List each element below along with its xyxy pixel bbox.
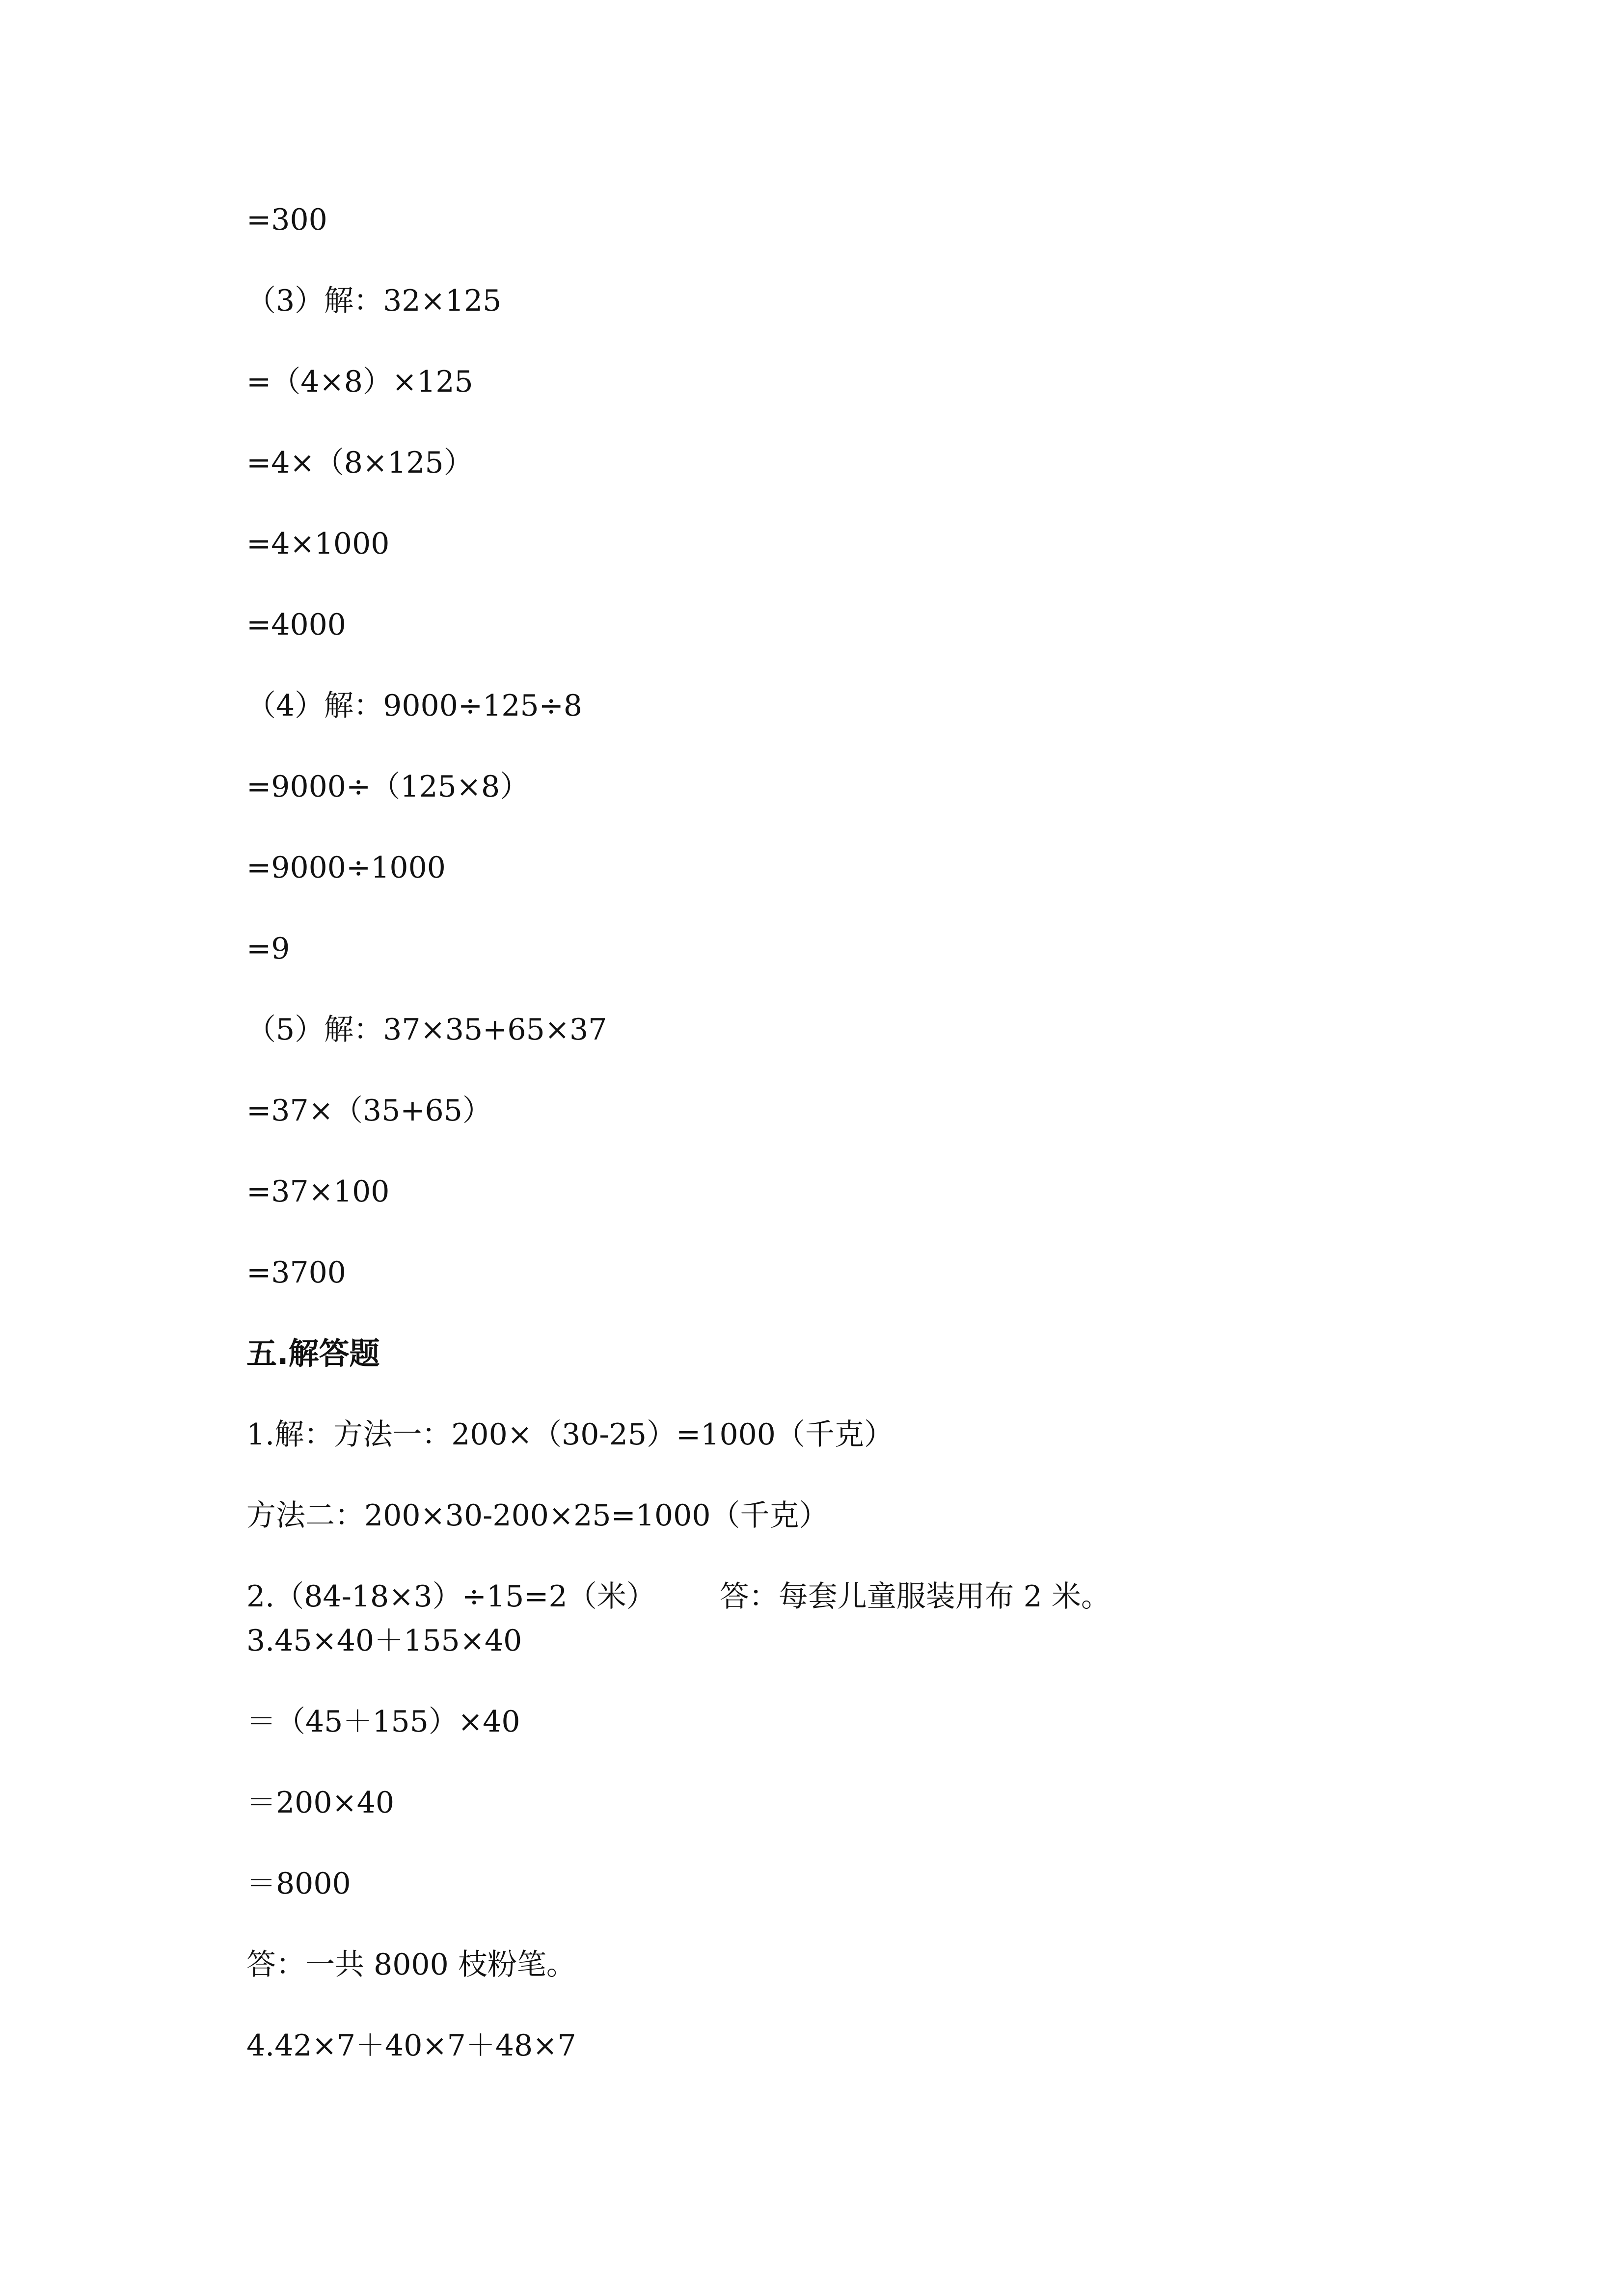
- p2-answer: 答：每套儿童服装用布 2 米。: [719, 1579, 1111, 1614]
- q5-problem: （5）解：37×35+65×37: [246, 1013, 607, 1047]
- q5-step-3: =3700: [246, 1255, 346, 1290]
- q3-problem: （3）解：32×125: [246, 284, 502, 318]
- p3-step-3: ＝8000: [246, 1867, 351, 1901]
- q2-final-result: =300: [246, 203, 327, 237]
- p3-answer: 答：一共 8000 枝粉笔。: [246, 1948, 576, 1982]
- q3-step-3: =4×1000: [246, 527, 390, 561]
- p3-step-2: ＝200×40: [246, 1786, 395, 1820]
- q3-step-2: =4×（8×125）: [246, 446, 473, 480]
- q3-step-1: =（4×8）×125: [246, 365, 473, 399]
- p1-method-2: 方法二：200×30-200×25=1000（千克）: [246, 1498, 829, 1533]
- p3-step-1: ＝（45＋155）×40: [246, 1705, 520, 1739]
- q5-step-1: =37×（35+65）: [246, 1094, 492, 1128]
- q3-step-4: =4000: [246, 608, 346, 642]
- q4-step-3: =9: [246, 932, 290, 966]
- q5-step-2: =37×100: [246, 1175, 390, 1209]
- section-heading: 五.解答题: [246, 1335, 380, 1371]
- p3-problem: 3.45×40＋155×40: [246, 1624, 522, 1658]
- q4-step-2: =9000÷1000: [246, 851, 446, 885]
- p4-problem: 4.42×7＋40×7＋48×7: [246, 2029, 576, 2063]
- p1-method-1: 1.解：方法一：200×（30-25）=1000（千克）: [246, 1417, 893, 1452]
- q4-problem: （4）解：9000÷125÷8: [246, 689, 583, 723]
- q4-step-1: =9000÷（125×8）: [246, 770, 530, 804]
- p2-expression: 2.（84-18×3）÷15=2（米）: [246, 1579, 656, 1614]
- p2-line: [246, 1577, 1110, 1616]
